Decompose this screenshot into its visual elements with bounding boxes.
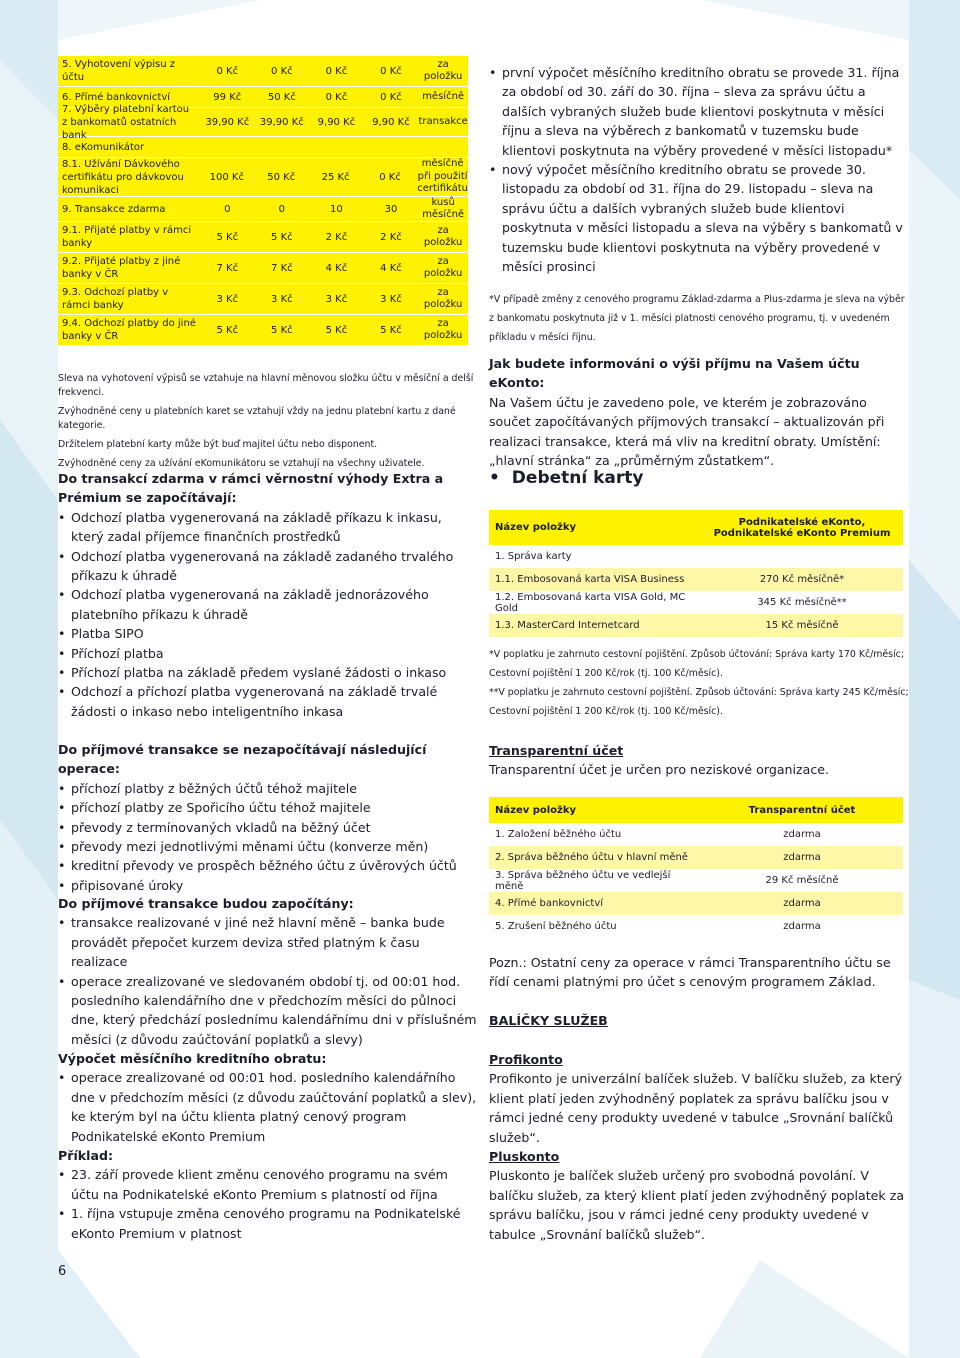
not-counted-section <box>58 740 478 895</box>
fee-unit: za položku <box>423 255 463 279</box>
fee-value: 9,90 Kč <box>317 116 356 128</box>
list-item: • operace zrealizované ve sledovaném období tj. od 00:01 hod. posledního kalendářního dne v předchozím měsíci do půlnoci dne, který předchází poslednímu kalendářnímu dni v příslušném měsíci (z důvodu zaúčtování poplatků a slevy) <box>58 972 478 1050</box>
list-item: • Odchozí platba vygenerovaná na základě jednorázového platebního příkazu k úhradě <box>58 585 478 624</box>
page-number: 6 <box>58 1264 67 1279</box>
fee-value: 5 Kč <box>216 324 239 336</box>
fee-value: 0 Kč <box>379 171 401 183</box>
fee-value: 50 Kč <box>267 171 296 183</box>
fee-value: 0 Kč <box>380 91 402 103</box>
fee-value: 39,90 Kč <box>259 116 304 128</box>
table-row <box>58 315 468 346</box>
table-cell: 15 Kč měsíčně <box>701 614 903 637</box>
table-cell: 2. Správa běžného účtu v hlavní měně <box>489 846 701 869</box>
debit-note: *V poplatku je zahrnuto cestovní pojištění. Způsob účtování: Správa karty 170 Kč/měsíc; <box>489 649 904 660</box>
list-item: • nový výpočet měsíčního kreditního obratu se provede 30. listopadu za období od 31. října do 29. listopadu – sleva na správu účtu a dalších vybraných služeb bude klientovi poskytnuta v měsíci listopadu a sleva na výběry s bankomatů v tuzemsku bude klientovi poskytnuta na výběry provedené v měsíci prosinci <box>489 160 909 276</box>
transparent-section <box>489 741 909 780</box>
table-cell: 3. Správa běžného účtu ve vedlejší měně <box>489 869 701 892</box>
counted-heading: Do příjmové transakce budou započítány: <box>58 896 354 911</box>
fee-value: 2 Kč <box>380 231 402 243</box>
table-cell: 4. Přímé bankovnictví <box>489 892 701 915</box>
transparent-title: Transparentní účet <box>489 743 624 758</box>
fee-item-label: 9. Transakce zdarma <box>62 203 166 215</box>
fee-value: 0 <box>224 203 231 215</box>
fee-note: Zvýhodněné ceny u platebních karet se vztahují vždy na jednu platební kartu z dané kategorie. <box>58 406 456 431</box>
column-header: Název položky <box>489 510 701 545</box>
table-row <box>58 222 468 253</box>
table-row <box>58 158 468 197</box>
fee-value: 25 Kč <box>321 171 350 183</box>
debit-note: Cestovní pojištění 1 200 Kč/rok (tj. 100 Kč/měsíc). <box>489 668 723 679</box>
table-cell: 5. Zrušení běžného účtu <box>489 915 701 938</box>
fee-table <box>58 56 468 346</box>
table-row <box>489 892 903 915</box>
profikonto-text: Profikonto je univerzální balíček služeb. V balíčku služeb, za který klient platí jeden zvýhodněný poplatek za správu balíčku jsou v rámci jedné ceny produkty uvedené v tabulce „Srovnání balíčků služeb“. <box>489 1071 903 1145</box>
calc-heading: Výpočet měsíčního kreditního obratu: <box>58 1051 327 1066</box>
list-item: • převody mezi jednotlivými měnami účtu (konverze měn) <box>58 837 478 856</box>
debit-cards-table <box>489 510 903 637</box>
fee-value: 5 Kč <box>380 324 402 336</box>
debit-note: **V poplatku je zahrnuto cestovní pojištění. Způsob účtování: Správa karty 245 Kč/měsíc; <box>489 687 909 698</box>
packages-section <box>489 1011 909 1030</box>
list-item: • Odchozí platba vygenerovaná na základě příkazu k inkasu, který zadal příjemce finančních prostředků <box>58 508 478 547</box>
fee-unit: transakce <box>418 115 468 127</box>
free-tx-section <box>58 469 478 721</box>
fee-value: 0 <box>278 203 286 215</box>
fee-note: Držitelem platební karty může být buď majitel účtu nebo disponent. <box>58 439 378 450</box>
fee-item-label: 8.1. Užívání Dávkového certifikátu pro dávkovou komunikaci <box>62 158 184 196</box>
table-cell: 1.2. Embosovaná karta VISA Gold, MC Gold <box>489 591 701 614</box>
debit-cards-title: Debetní karty <box>511 468 644 488</box>
table-row <box>58 103 468 141</box>
fee-value: 5 Kč <box>325 324 348 336</box>
list-item: • operace zrealizované od 00:01 hod. posledního kalendářního dne v předchozím měsíci (z důvodu zaúčtování poplatků a slev), ke kterým byl na účtu klienta platný cenový program Podnikatelské eKonto Premium <box>58 1068 478 1146</box>
table-row <box>489 869 903 892</box>
example-section <box>58 1146 478 1243</box>
fee-note: Sleva na vyhotovení výpisů se vztahuje na hlavní měnovou složku účtu v měsíční a delší frekvenci. <box>58 373 474 398</box>
fee-note: Zvýhodněné ceny za užívání eKomunikátoru se vztahují na všechny uživatele. <box>58 458 425 469</box>
table-cell <box>701 545 903 568</box>
table-row <box>58 197 468 222</box>
fee-item-label: 6. Přímé bankovnictví <box>62 91 171 103</box>
fee-item-label: 9.4. Odchozí platby do jiné banky v ČR <box>62 318 196 342</box>
fee-value: 39,90 Kč <box>205 116 250 128</box>
profikonto-section <box>489 1050 909 1147</box>
fee-unit: měsíčně <box>422 90 465 102</box>
fee-value: 0 Kč <box>325 65 348 77</box>
fee-value: 99 Kč <box>213 91 242 103</box>
table-cell: 1.1. Embosovaná karta VISA Business <box>489 568 701 591</box>
fee-value: 5 Kč <box>271 231 293 243</box>
counted-section <box>58 894 478 1049</box>
fee-value: 4 Kč <box>325 262 348 274</box>
table-cell: zdarma <box>701 846 903 869</box>
packages-title: BALÍČKY SLUŽEB <box>489 1013 608 1028</box>
pluskonto-section <box>489 1147 909 1244</box>
list-item: • Příchozí platba na základě předem vyslané žádosti o inkaso <box>58 663 478 682</box>
fee-value: 50 Kč <box>267 91 296 103</box>
list-item: • první výpočet měsíčního kreditního obratu se provede 31. října za období od 30. září do 30. října – sleva za správu účtu a dalších vybraných služeb bude klientovi poskytnuta v měsíci říjnu a sleva na výběrech z bankomatů v tuzemsku bude klientovi poskytnuta na výběry provedené v měsíci listopadu* <box>489 63 909 160</box>
fee-value: 3 Kč <box>216 293 239 305</box>
table-cell: 270 Kč měsíčně* <box>701 568 903 591</box>
income-info-section <box>489 354 909 470</box>
list-item: • připisované úroky <box>58 876 478 895</box>
table-cell: 1. Správa karty <box>489 545 701 568</box>
list-item: • kreditní převody ve prospěch běžného účtu z úvěrových účtů <box>58 856 478 875</box>
fee-unit: za položku <box>423 58 463 82</box>
fee-value: 30 <box>384 203 398 215</box>
table-row <box>58 284 468 315</box>
table-header-row <box>489 797 903 823</box>
fee-unit: za položku <box>423 317 463 341</box>
list-item: • Odchozí platba vygenerovaná na základě zadaného trvalého příkazu k úhradě <box>58 547 478 586</box>
fee-item-label: 8. eKomunikátor <box>62 141 145 153</box>
table-cell: 345 Kč měsíčně** <box>701 591 903 614</box>
fee-value: 2 Kč <box>325 231 348 243</box>
fee-value: 3 Kč <box>325 293 348 305</box>
fee-value: 0 Kč <box>325 91 348 103</box>
fee-value: 5 Kč <box>271 324 293 336</box>
table-cell: zdarma <box>701 892 903 915</box>
list-item: • Odchozí a příchozí platba vygenerovaná na základě trvalé žádosti o inkaso nebo inteligentního inkasa <box>58 682 478 721</box>
transparent-note: Pozn.: Ostatní ceny za operace v rámci Transparentního účtu se řídí cenami platnými pro účet s cenovým programem Základ. <box>489 955 891 990</box>
debit-cards-notes <box>489 645 909 721</box>
example-heading: Příklad: <box>58 1148 113 1163</box>
right-footnote: *V případě změny z cenového programu Základ-zdarma a Plus-zdarma je sleva na výběr z bankomatu poskytnuta již v 1. měsíci platnosti cenového programu, tj. v uvedeném příkladu v měsíci říjnu. <box>489 294 905 344</box>
fee-item-label: 9.3. Odchozí platby v rámci banky <box>62 287 169 311</box>
fee-value: 7 Kč <box>216 262 239 274</box>
fee-value: 0 Kč <box>216 65 239 77</box>
fee-value: 0 Kč <box>271 65 293 77</box>
fee-value: 3 Kč <box>380 293 402 305</box>
fee-value: 0 Kč <box>380 65 402 77</box>
fee-item-label: 9.2. Přijaté platby z jiné banky v ČR <box>62 256 181 280</box>
table-cell: zdarma <box>701 823 903 846</box>
table-cell: 1. Založení běžného účtu <box>489 823 701 846</box>
table-row <box>489 568 903 591</box>
not-counted-heading: Do příjmové transakce se nezapočítávají následující operace: <box>58 742 427 777</box>
table-header-row <box>489 510 903 545</box>
debit-note: Cestovní pojištění 1 200 Kč/rok (tj. 100 Kč/měsíc). <box>489 706 723 717</box>
fee-value: 5 Kč <box>216 231 239 243</box>
free-tx-heading: Do transakcí zdarma v rámci věrnostní výhody Extra a Prémium se započítávají: <box>58 471 444 506</box>
list-item: • příchozí platby ze Spořicího účtu téhož majitele <box>58 798 478 817</box>
fee-value: 100 Kč <box>209 171 244 183</box>
fee-unit: měsíčně při použití certifikátu <box>417 158 469 195</box>
list-item: • transakce realizované v jiné než hlavní měně – banka bude provádět přepočet kurzem deviza střed platným k času realizace <box>58 913 478 971</box>
profikonto-title: Profikonto <box>489 1052 563 1067</box>
table-row <box>58 253 468 284</box>
pluskonto-text: Pluskonto je balíček služeb určený pro svobodná povolání. V balíčku služeb, za který klient platí jeden zvýhodněný poplatek za správu balíčku, jsou v rámci jedné ceny produkty uvedené v tabulce „Srovnání balíčků služeb“. <box>489 1168 905 1242</box>
list-item: • 23. září provede klient změnu cenového programu na svém účtu na Podnikatelské eKonto Premium s platností od října <box>58 1165 478 1204</box>
income-info-text: Na Vašem účtu je zavedeno pole, ve kterém je zobrazováno součet započítávaných příjmových transakcí – aktualizován při realizaci transakce, která má vliv na kreditní obraty. Umístění: „hlavní stránka“ za „průměrným zůstatkem“. <box>489 394 885 469</box>
fee-unit: za položku <box>423 286 463 310</box>
income-info-heading: Jak budete informováni o výši příjmu na Vašem účtu eKonto: <box>489 356 860 391</box>
table-row <box>58 56 468 87</box>
table-cell: zdarma <box>701 915 903 938</box>
transparent-table <box>489 797 903 938</box>
transparent-intro: Transparentní účet je určen pro neziskové organizace. <box>489 762 830 778</box>
fee-item-label: 5. Vyhotovení výpisu z účtu <box>62 59 176 83</box>
table-row <box>489 915 903 938</box>
bullet-icon: • <box>489 468 500 488</box>
table-row <box>489 614 903 637</box>
table-row <box>489 591 903 614</box>
debit-cards-title-wrap <box>489 466 909 490</box>
calc-section <box>58 1049 478 1146</box>
table-cell: 1.3. MasterCard Internetcard <box>489 614 701 637</box>
table-row <box>489 545 903 568</box>
fee-item-label: 7. Výběry platební kartou z bankomatů ostatních bank <box>62 103 190 141</box>
fee-value: 10 <box>330 203 343 215</box>
fee-value: 4 Kč <box>380 262 402 274</box>
table-row <box>489 823 903 846</box>
fee-unit: za položku <box>423 224 463 248</box>
table-cell: 29 Kč měsíčně <box>701 869 903 892</box>
list-item: • Platba SIPO <box>58 624 478 643</box>
fee-value: 7 Kč <box>271 262 293 274</box>
fee-value: 9,90 Kč <box>372 116 410 128</box>
fee-value: 3 Kč <box>271 293 293 305</box>
fee-notes <box>58 372 478 476</box>
list-item: • 1. října vstupuje změna cenového programu na Podnikatelské eKonto Premium v platnost <box>58 1204 478 1243</box>
table-row <box>489 846 903 869</box>
pluskonto-title: Pluskonto <box>489 1149 560 1164</box>
list-item: • Příchozí platba <box>58 644 478 663</box>
list-item: • příchozí platby z běžných účtů téhož majitele <box>58 779 478 798</box>
fee-unit: kusů měsíčně <box>422 196 465 220</box>
fee-item-label: 9.1. Přijaté platby v rámci banky <box>62 225 192 249</box>
column-header: Podnikatelské eKonto, Podnikatelské eKonto Premium <box>701 510 903 545</box>
column-header: Transparentní účet <box>701 797 903 823</box>
list-item: • převody z termínovaných vkladů na běžný účet <box>58 818 478 837</box>
right-top-section <box>489 63 909 347</box>
column-header: Název položky <box>489 797 701 823</box>
